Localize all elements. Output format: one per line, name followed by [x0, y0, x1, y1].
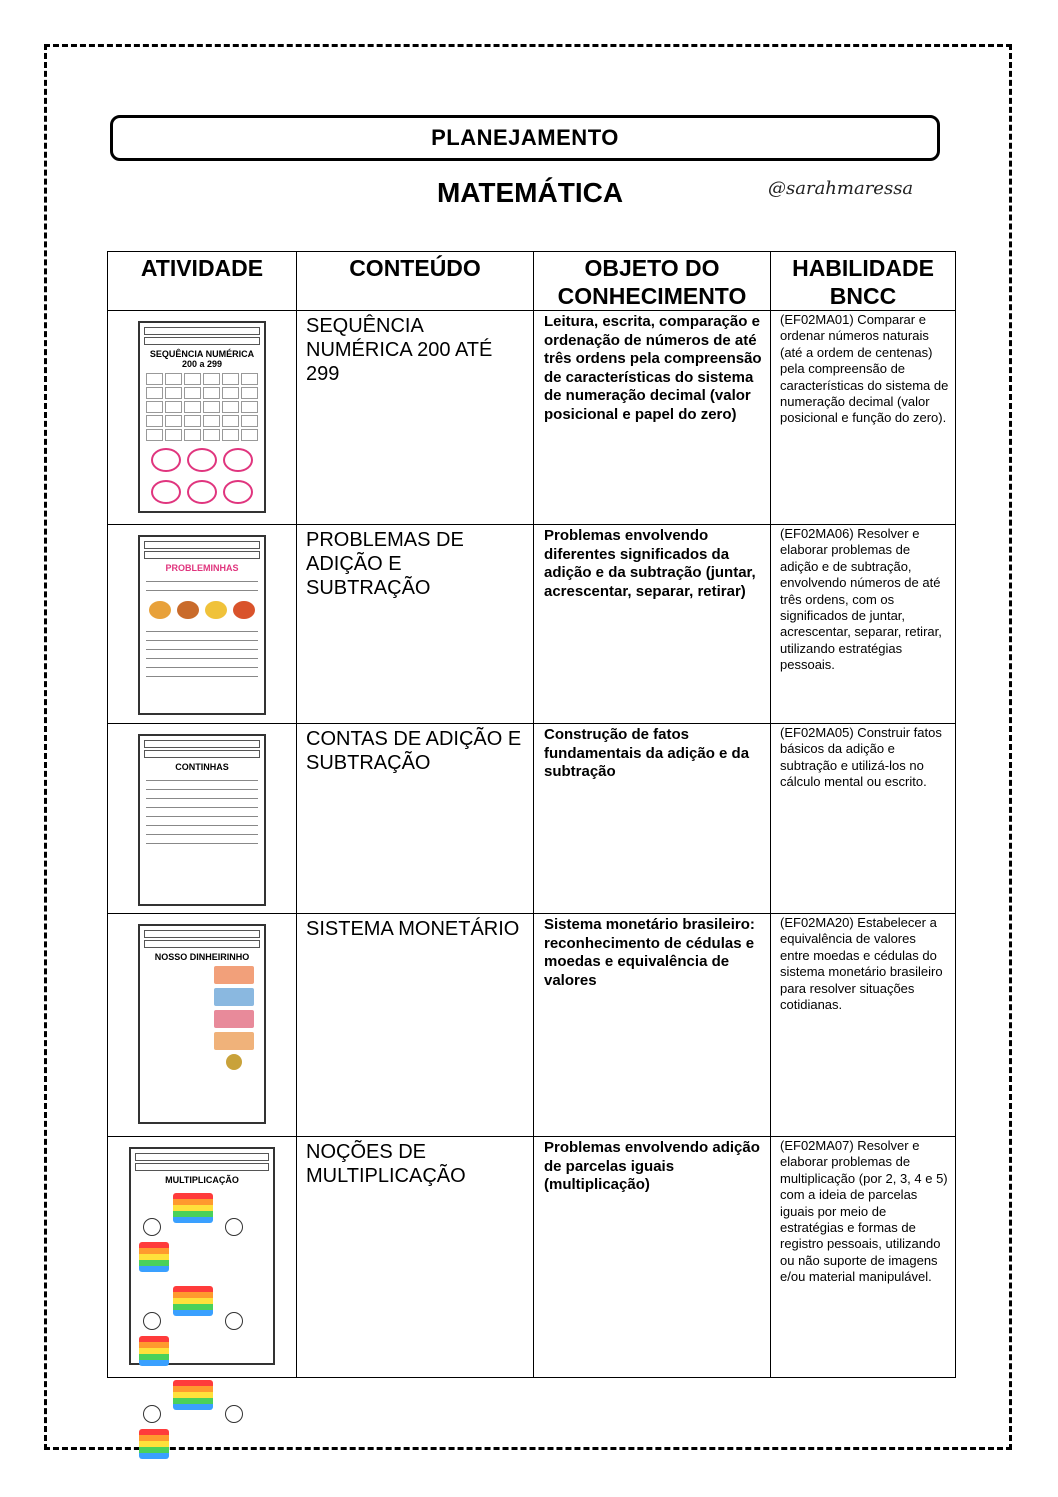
worksheet-thumbnail-title: SEQUÊNCIA NUMÉRICA 200 a 299 [149, 349, 255, 369]
worksheet-thumbnail [138, 734, 266, 906]
objeto-cell: Sistema monetário brasileiro: reconhecimento de cédulas e moedas e equivalência de valores [534, 914, 771, 1137]
worksheet-thumbnail [129, 1147, 275, 1365]
table-row [108, 1137, 956, 1378]
objeto-cell: Problemas envolvendo diferentes significados da adição e da subtração (juntar, acrescentar, separar, retirar) [534, 525, 771, 724]
worksheet-thumbnail [138, 535, 266, 715]
page-title: PLANEJAMENTO [431, 125, 619, 150]
planning-table [107, 251, 956, 1378]
column-header-conteudo: CONTEÚDO [297, 252, 534, 311]
atividade-cell [108, 724, 297, 914]
habilidade-cell: (EF02MA05) Construir fatos básicos da adição e subtração e utilizá-los no cálculo mental ou escrito. [771, 724, 956, 914]
table-row [108, 311, 956, 525]
conteudo-cell: CONTAS DE ADIÇÃO E SUBTRAÇÃO [297, 724, 534, 914]
table-row [108, 914, 956, 1137]
habilidade-cell: (EF02MA06) Resolver e elaborar problemas de adição e de subtração, envolvendo números de até três ordens, com os significados de juntar, acrescentar, separar, retirar, utilizando estratégias pessoais. [771, 525, 956, 724]
conteudo-cell: PROBLEMAS DE ADIÇÃO E SUBTRAÇÃO [297, 525, 534, 724]
column-header-objeto: OBJETO DO CONHECIMENTO [534, 252, 771, 311]
header-title-box [110, 115, 940, 161]
atividade-cell [108, 525, 297, 724]
atividade-cell [108, 914, 297, 1137]
worksheet-thumbnail-title: MULTIPLICAÇÃO [165, 1175, 239, 1185]
worksheet-thumbnail-title: PROBLEMINHAS [165, 563, 239, 573]
conteudo-cell: SISTEMA MONETÁRIO [297, 914, 534, 1137]
column-header-habilidade: HABILIDADE BNCC [771, 252, 956, 311]
worksheet-thumbnail [138, 924, 266, 1124]
objeto-cell: Leitura, escrita, comparação e ordenação de números de até três ordens pela compreensão de características do sistema de numeração decimal (valor posicional e papel do zero) [534, 311, 771, 525]
worksheet-thumbnail-title: NOSSO DINHEIRINHO [154, 952, 250, 962]
habilidade-cell: (EF02MA20) Estabelecer a equivalência de valores entre moedas e cédulas do sistema monetário brasileiro para resolver situações cotidianas. [771, 914, 956, 1137]
objeto-cell: Construção de fatos fundamentais da adição e da subtração [534, 724, 771, 914]
table-header-row [108, 252, 956, 311]
atividade-cell [108, 311, 297, 525]
subject-title: MATEMÁTICA [436, 177, 624, 208]
worksheet-thumbnail-title: CONTINHAS [175, 762, 229, 772]
objeto-cell: Problemas envolvendo adição de parcelas iguais (multiplicação) [534, 1137, 771, 1378]
habilidade-cell: (EF02MA01) Comparar e ordenar números naturais (até a ordem de centenas) pela compreensão de características do sistema de numeração decimal (valor posicional e função do zero). [771, 311, 956, 525]
author-handle: @sarahmaressa [768, 178, 914, 199]
table-row [108, 724, 956, 914]
worksheet-thumbnail [138, 321, 266, 513]
conteudo-cell: NOÇÕES DE MULTIPLICAÇÃO [297, 1137, 534, 1378]
column-header-atividade: ATIVIDADE [108, 252, 297, 311]
habilidade-cell: (EF02MA07) Resolver e elaborar problemas de multiplicação (por 2, 3, 4 e 5) com a ideia de parcelas iguais por meio de estratégias e formas de registro pessoais, utilizando ou não suporte de imagens e/ou material manipulável. [771, 1137, 956, 1378]
conteudo-cell: SEQUÊNCIA NUMÉRICA 200 ATÉ 299 [297, 311, 534, 525]
table-row [108, 525, 956, 724]
atividade-cell [108, 1137, 297, 1378]
